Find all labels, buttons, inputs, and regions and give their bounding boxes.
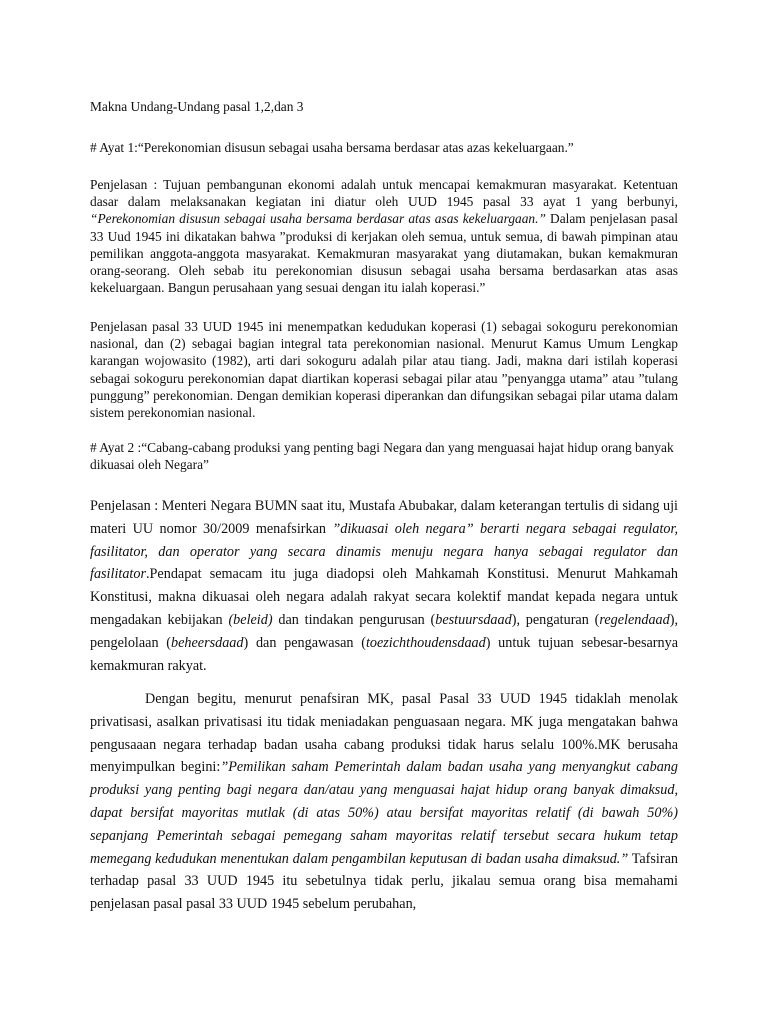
term-beleid: (beleid) bbox=[228, 611, 273, 628]
ayat2-p1-text-f: ) dan pengawasan ( bbox=[243, 634, 366, 651]
ayat2-p1-text-e: ), pengelolaan ( bbox=[90, 611, 679, 651]
ayat1-p1-text-a: Penjelasan : Tujuan pembangunan ekonomi adalah untuk mencapai kemakmuran masyarakat. Ketentuan dasar dalam melaksanakan kegiatan ini diatur oleh UUD 1945 pasal 33 ayat 1 yang berbunyi, bbox=[90, 177, 678, 210]
ayat2-p1-text-c: dan tindakan pengurusan ( bbox=[272, 611, 436, 628]
ayat2-p2-text-a: Dengan begitu, menurut penafsiran MK, pasal Pasal 33 UUD 1945 tidaklah menolak privatisasi, asalkan privatisasi itu tidak meniadakan penguasaan negara. MK juga mengatakan bahwa pengusaaan negara terhadap badan usaha cabang produksi tidak harus selalu 100%.MK berusaha menyimpulkan begini: bbox=[90, 691, 678, 776]
ayat1-p1-text-b: Dalam penjelasan pasal 33 Uud 1945 ini dikatakan bahwa ”produksi di kerjakan oleh semua, untuk semua, di bawah pimpinan atau pemilikan anggota-anggota masyarakat. Kemakmuran masyarakat yang diutamakan, bukan kemakmuran orang-seorang. Oleh sebab itu perekonomian disusun sebagai usaha bersama berdasarkan atas asas kekeluargaan. Bangun perusahaan yang sesuai dengan itu ialah koperasi.” bbox=[90, 211, 678, 296]
term-regelendaad: regelendaad bbox=[599, 611, 670, 628]
term-bestuursdaad: bestuursdaad bbox=[435, 611, 512, 628]
page-title: Makna Undang-Undang pasal 1,2,dan 3 bbox=[90, 99, 304, 114]
term-beheersdaad: beheersdaad bbox=[171, 634, 244, 651]
ayat2-paragraph-2 bbox=[90, 688, 678, 916]
ayat2-p2-text-b: Tafsiran terhadap pasal 33 UUD 1945 itu sebetulnya tidak perlu, jikalau semua orang bisa memahami penjelasan pasal pasal 33 UUD 1945 sebelum perubahan, bbox=[90, 850, 678, 913]
ayat2-paragraph-1 bbox=[90, 495, 678, 677]
ayat2-p1-text-b: .Pendapat semacam itu juga diadopsi oleh Mahkamah Konstitusi. Menurut Mahkamah Konstitusi, makna dikuasai oleh negara adalah rakyat secara kolektif mandat kepada negara untuk mengadakan kebijakan bbox=[90, 566, 678, 628]
ayat2-p1-text-g: ) untuk tujuan sebesar-besarnya kemakmuran rakyat. bbox=[90, 634, 679, 674]
ayat2-p1-quote: ”dikuasai oleh negara” berarti negara sebagai regulator, fasilitator, dan operator yang secara dinamis menuju negara hanya sebagai regulator dan fasilitator bbox=[90, 520, 678, 583]
ayat2-heading: # Ayat 2 :“Cabang-cabang produksi yang penting bagi Negara dan yang menguasai hajat hidup orang banyak dikuasai oleh Negara” bbox=[90, 440, 674, 472]
term-toezichthoudensdaad: toezichthoudensdaad bbox=[365, 634, 486, 651]
ayat1-paragraph-2: Penjelasan pasal 33 UUD 1945 ini menempatkan kedudukan koperasi (1) sebagai sokoguru perekonomian nasional, dan (2) sebagai bagian integral tata perekonomian nasional. Menurut Kamus Umum Lengkap karangan wojowasito (1982), arti dari sokoguru adalah pilar atau tiang. Jadi, makna dari istilah koperasi sebagai sokoguru perekonomian dapat diartikan koperasi sebagai pilar atau ”penyangga utama” atau ”tulang punggung” perekonomian. Dengan demikian koperasi diperankan dan difungsikan sebagai pilar utama dalam sistem perekonomian nasional. bbox=[90, 319, 678, 421]
ayat1-paragraph-1 bbox=[90, 176, 678, 296]
ayat1-heading: # Ayat 1:“Perekonomian disusun sebagai usaha bersama berdasar atas azas kekeluargaan.” bbox=[90, 140, 574, 155]
ayat2-p2-quote: ”Pemilikan saham Pemerintah dalam badan usaha yang menyangkut cabang produksi yang penting bagi negara dan/atau yang menguasai hajat hidup orang banyak dimaksud, dapat bersifat mayoritas mutlak (di atas 50%) atau bersifat mayoritas relatif (di bawah 50%) sepanjang Pemerintah sebagai pemegang saham mayoritas relatif tersebut secara hukum tetap memegang kedudukan menentukan dalam pengambilan keputusan di badan usaha dimaksud.” bbox=[90, 759, 678, 867]
ayat1-p1-quote: “Perekonomian disusun sebagai usaha bersama berdasar atas asas kekeluargaan.” bbox=[90, 211, 546, 227]
ayat2-p1-text-a: Penjelasan : Menteri Negara BUMN saat itu, Mustafa Abubakar, dalam keterangan tertulis di sidang uji materi UU nomor 30/2009 menafsirkan bbox=[90, 498, 678, 537]
ayat2-p1-text-d: ), pengaturan ( bbox=[511, 611, 600, 628]
